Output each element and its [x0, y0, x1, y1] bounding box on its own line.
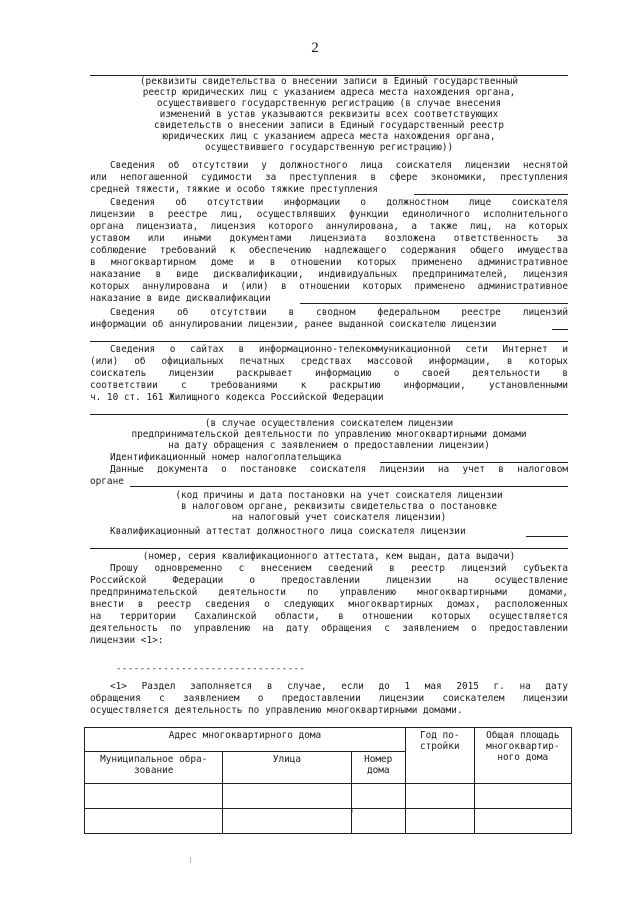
table-cell [223, 809, 351, 834]
fill-line [300, 303, 568, 304]
note-line: (в случае осуществления соискателем лицензии [204, 418, 454, 429]
fill-line [90, 414, 568, 415]
note-line: юридических лиц с указанием адреса места нахождения органа, [162, 131, 496, 142]
header-number-line: Номер [364, 754, 393, 765]
header-area-line: многоквартир- [486, 741, 560, 752]
table-row [85, 809, 572, 834]
note-line: осуществившего государственную регистрацию (в случае внесения [156, 98, 502, 109]
note-line: изменений в устав указываются реквизиты всех соответствующих [159, 109, 499, 120]
table-cell [85, 809, 223, 834]
paragraph-line: органа лицензиата, лицензия которого аннулирована, а также лиц, на которых [90, 221, 568, 232]
paragraph-line: соблюдение требований к обеспечению надлежащего содержания общего имущества [90, 245, 568, 256]
paragraph-line: внести в реестр сведения о следующих многоквартирных домах, расположенных [90, 599, 568, 610]
paragraph-line: Сведения о сайтах в информационно-телекоммуникационной сети Интернет и [110, 344, 568, 355]
note-line: на налоговый учет соискателя лицензии) [231, 512, 447, 523]
note-line: реестр юридических лиц с указанием адреса места нахождения органа, [142, 87, 516, 98]
paragraph-line: информации об аннулировании лицензии, ранее выданной соискателю лицензии [90, 319, 497, 330]
paragraph-line: наказание в виде дисквалификации [90, 293, 271, 304]
paragraph-line: Сведения об отсутствии в сводном федеральном реестре лицензий [110, 307, 568, 318]
table-row [85, 784, 572, 809]
paragraph-line: Сведения об отсутствии у должностного лица соискателя лицензии неснятой [110, 160, 568, 171]
header-municipal [85, 752, 223, 784]
houses-table [84, 727, 572, 834]
table-cell [223, 784, 351, 809]
inn-field [380, 462, 568, 463]
paragraph-line: лицензии <1>: [90, 635, 164, 646]
footnote-separator: -------------------------------- [116, 664, 306, 674]
table-cell [474, 784, 571, 809]
header-year-line: стройки [419, 741, 460, 752]
table-cell [405, 784, 474, 809]
table-cell [85, 784, 223, 809]
note-line: (код причины и дата постановки на учет соискателя лицензии [175, 490, 503, 501]
table-cell [474, 809, 571, 834]
paragraph-line: наказание в виде дисквалификации, индивидуальных предпринимателей, лицензия [90, 269, 568, 280]
paragraph-line: ч. 10 ст. 161 Жилищного кодекса Российской Федерации [90, 392, 384, 403]
paragraph-line: (или) об официальных печатных средствах массовой информации, в которых [90, 356, 568, 367]
footnote-line: осуществляется деятельность по управлению многоквартирными домами. [90, 705, 463, 716]
header-area-line: Общая площадь [486, 730, 560, 741]
note-line: осуществившего государственную регистрацию)) [204, 142, 454, 153]
header-number-line: дома [366, 765, 390, 776]
paragraph-line: в многоквартирном доме и в отношении которых применено административное [90, 257, 568, 268]
header-number [351, 752, 405, 784]
paragraph-line: предпринимательской деятельности по управлению многоквартирными домами, [90, 587, 568, 598]
header-year-line: Год по- [419, 730, 460, 741]
fill-line [552, 329, 568, 330]
header-municipal-line: Муниципальное обра- [100, 754, 208, 765]
paragraph-line: средней тяжести, тяжкие и особо тяжкие преступления [90, 184, 378, 195]
table-cell [351, 809, 405, 834]
scan-speck [190, 857, 191, 863]
paragraph-line: которых аннулирована и (или) в отношении которых применено административное [90, 281, 568, 292]
scan-speck [352, 809, 353, 813]
paragraph-line: или непогашенной судимости за преступления в сфере экономики, преступления [90, 172, 568, 183]
note-line: (номер, серия квалификационного аттестата, кем выдан, дата выдачи) [142, 551, 516, 562]
paragraph-line: органе [90, 476, 124, 487]
paragraph-line: Прошу одновременно с внесением сведений в реестр лицензий субъекта [110, 563, 568, 574]
paragraph-line: на территории Сахалинской области, в отношении которых осуществляется [90, 611, 568, 622]
note-line: (реквизиты свидетельства о внесении записи в Единый государственный [139, 76, 519, 87]
paragraph-line: Данные документа о постановке соискателя лицензии на учет в налоговом [110, 464, 568, 475]
header-municipal-line: зование [133, 765, 174, 776]
fill-line [90, 341, 568, 342]
header-area-line: ного дома [497, 752, 549, 763]
table-cell [351, 784, 405, 809]
inn-label: Идентификационный номер налогоплательщика [110, 452, 342, 463]
header-year [405, 728, 474, 784]
qual-field [526, 536, 568, 537]
page-number: 2 [311, 40, 319, 56]
tax-field [130, 486, 568, 487]
paragraph-line: Сведения об отсутствии информации о должностном лице соискателя [110, 197, 568, 208]
paragraph-line: соответствии с требованиями к раскрытию информации, установленными [90, 380, 568, 391]
note-line: в налоговом органе, реквизиты свидетельства о постановке [180, 501, 498, 512]
note-line: свидетельств о внесении записи в Единый государственный реестр [154, 120, 504, 131]
paragraph-line: уставом или иными документами лицензиата возложена ответственность за [90, 233, 568, 244]
note-line: предпринимательской деятельности по управлению многоквартирными домами [131, 429, 527, 440]
paragraph-line: соискатель лицензии раскрывает информацию о своей деятельности в [90, 368, 568, 379]
paragraph-line: лицензии в реестре лиц, осуществлявших функции единоличного исполнительного [90, 209, 568, 220]
fill-line [414, 194, 568, 195]
qual-label: Квалификационный аттестат должностного лица соискателя лицензии [110, 526, 466, 537]
header-address: Адрес многоквартирного дома [85, 728, 406, 752]
paragraph-line: Российской Федерации о предоставлении лицензии на осуществление [90, 575, 568, 586]
note-line: на дату обращения с заявлением о предоставлении лицензии) [168, 440, 490, 451]
footnote-line: обращения с заявлением о предоставлении лицензии соискателем лицензии [90, 693, 568, 704]
fill-line [90, 548, 568, 549]
header-area [474, 728, 571, 784]
header-street: Улица [223, 752, 351, 784]
paragraph-line: деятельность по управлению на дату обращения с заявлением о предоставлении [90, 623, 568, 634]
footnote-line: <1> Раздел заполняется в случае, если до 1 мая 2015 г. на дату [110, 681, 568, 692]
table-cell [405, 809, 474, 834]
